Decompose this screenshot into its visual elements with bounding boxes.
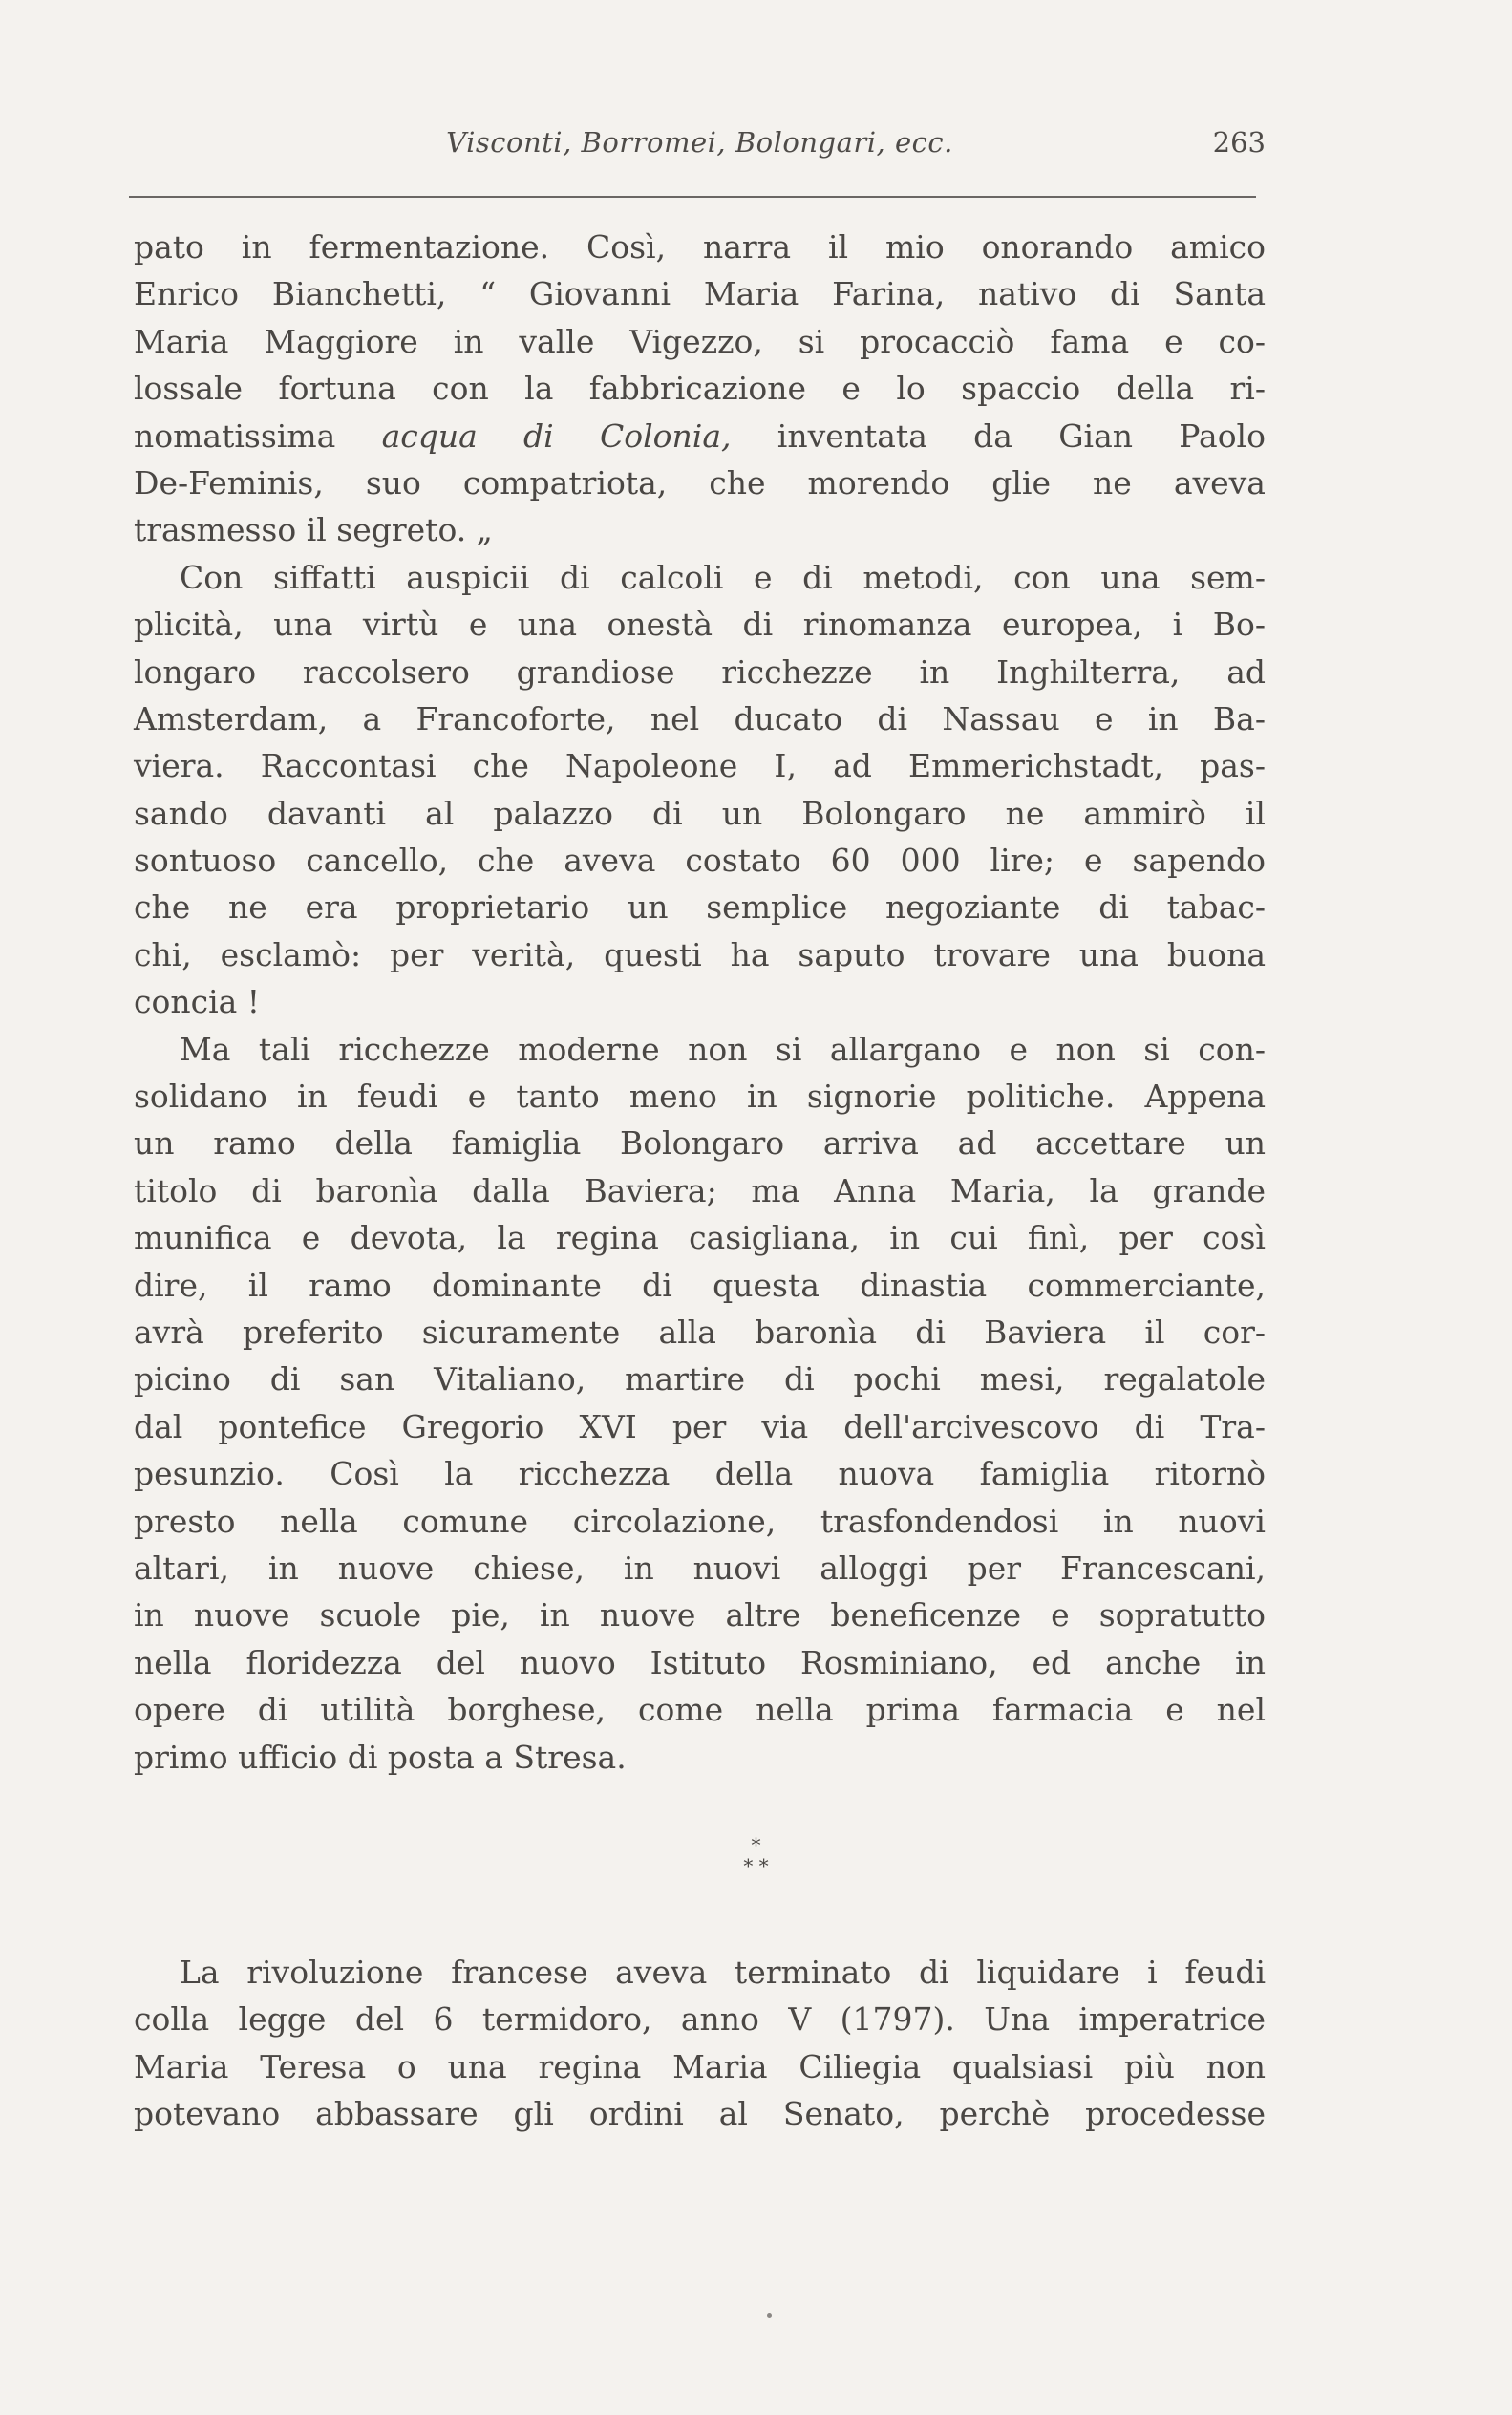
body-text-section-2 bbox=[134, 1949, 1266, 2138]
text-line: Maria Maggiore in valle Vigezzo, si procacciò fama e co- bbox=[134, 322, 1266, 360]
section-break-asterism bbox=[0, 1834, 1512, 1876]
text-line: pesunzio. Così la ricchezza della nuova famiglia ritornò bbox=[134, 1455, 1266, 1493]
text-line: chi, esclamò: per verità, questi ha saputo trovare una buona bbox=[134, 935, 1266, 973]
text-line: Maria Teresa o una regina Maria Ciliegia qualsiasi più non bbox=[134, 2047, 1266, 2085]
text-line: sando davanti al palazzo di un Bolongaro ne ammirò il bbox=[134, 794, 1266, 832]
text-fragment: inventata da Gian Paolo bbox=[731, 417, 1266, 455]
running-title: Visconti, Borromei, Bolongari, ecc. bbox=[446, 126, 953, 159]
text-fragment: nomatissima bbox=[134, 417, 382, 455]
paper-speck bbox=[767, 2313, 772, 2318]
text-line: primo ufficio di posta a Stresa. bbox=[134, 1738, 627, 1776]
text-line: Enrico Bianchetti, “ Giovanni Maria Farina, nativo di Santa bbox=[134, 275, 1266, 313]
text-line: nella floridezza del nuovo Istituto Rosminiano, ed anche in bbox=[134, 1643, 1266, 1681]
text-line: plicità, una virtù e una onestà di rinomanza europea, i Bo- bbox=[134, 606, 1266, 644]
text-line: picino di san Vitaliano, martire di pochi mesi, regalatole bbox=[134, 1360, 1266, 1399]
text-line: dire, il ramo dominante di questa dinastia commerciante, bbox=[134, 1266, 1266, 1304]
italic-fragment: acqua di Colonia, bbox=[381, 417, 732, 455]
body-text-section-1 bbox=[134, 224, 1266, 1781]
asterism-bottom: * * bbox=[743, 1854, 769, 1877]
text-line: De-Feminis, suo compatriota, che morendo glie ne aveva bbox=[134, 463, 1266, 502]
text-line: concia ! bbox=[134, 983, 261, 1021]
text-line: sontuoso cancello, che aveva costato 60 000 lire; e sapendo bbox=[134, 842, 1266, 880]
text-line: presto nella comune circolazione, trasfondendosi in nuovi bbox=[134, 1502, 1266, 1540]
text-line: potevano abbassare gli ordini al Senato, perchè procedesse bbox=[134, 2095, 1266, 2133]
text-line: solidano in feudi e tanto meno in signorie politiche. Appena bbox=[134, 1078, 1266, 1116]
text-line: un ramo della famiglia Bolongaro arriva ad accettare un bbox=[134, 1124, 1266, 1163]
asterism-top: * bbox=[751, 1833, 761, 1856]
page-header bbox=[134, 126, 1266, 174]
text-line: in nuove scuole pie, in nuove altre beneficenze e sopratutto bbox=[134, 1596, 1266, 1635]
text-line: Con siffatti auspicii di calcoli e di metodi, con una sem- bbox=[180, 558, 1266, 596]
text-line: munifica e devota, la regina casigliana, in cui finì, per così bbox=[134, 1219, 1266, 1257]
text-line: Amsterdam, a Francoforte, nel ducato di Nassau e in Ba- bbox=[134, 699, 1266, 737]
header-rule bbox=[129, 196, 1256, 198]
text-line: altari, in nuove chiese, in nuovi alloggi per Francescani, bbox=[134, 1549, 1266, 1587]
text-line: trasmesso il segreto. „ bbox=[134, 511, 493, 549]
page-number: 263 bbox=[1212, 126, 1266, 159]
text-line: lossale fortuna con la fabbricazione e lo spaccio della ri- bbox=[134, 370, 1266, 408]
text-line: dal pontefice Gregorio XVI per via dell'arcivescovo di Tra- bbox=[134, 1407, 1266, 1445]
text-line: longaro raccolsero grandiose ricchezze in Inghilterra, ad bbox=[134, 652, 1266, 691]
text-line: avrà preferito sicuramente alla baronìa di Baviera il cor- bbox=[134, 1313, 1266, 1351]
text-line: La rivoluzione francese aveva terminato di liquidare i feudi bbox=[180, 1954, 1266, 1991]
text-line: opere di utilità borghese, come nella prima farmacia e nel bbox=[134, 1691, 1266, 1729]
text-line: viera. Raccontasi che Napoleone I, ad Emmerichstadt, pas- bbox=[134, 747, 1266, 785]
text-line: titolo di baronìa dalla Baviera; ma Anna Maria, la grande bbox=[134, 1171, 1266, 1209]
text-line: che ne era proprietario un semplice negoziante di tabac- bbox=[134, 888, 1266, 927]
text-line: pato in fermentazione. Così, narra il mio onorando amico bbox=[134, 228, 1266, 266]
text-line bbox=[134, 413, 1266, 459]
text-line: colla legge del 6 termidoro, anno V (1797). Una imperatrice bbox=[134, 2000, 1266, 2039]
text-line: Ma tali ricchezze moderne non si allargano e non si con- bbox=[180, 1030, 1266, 1068]
